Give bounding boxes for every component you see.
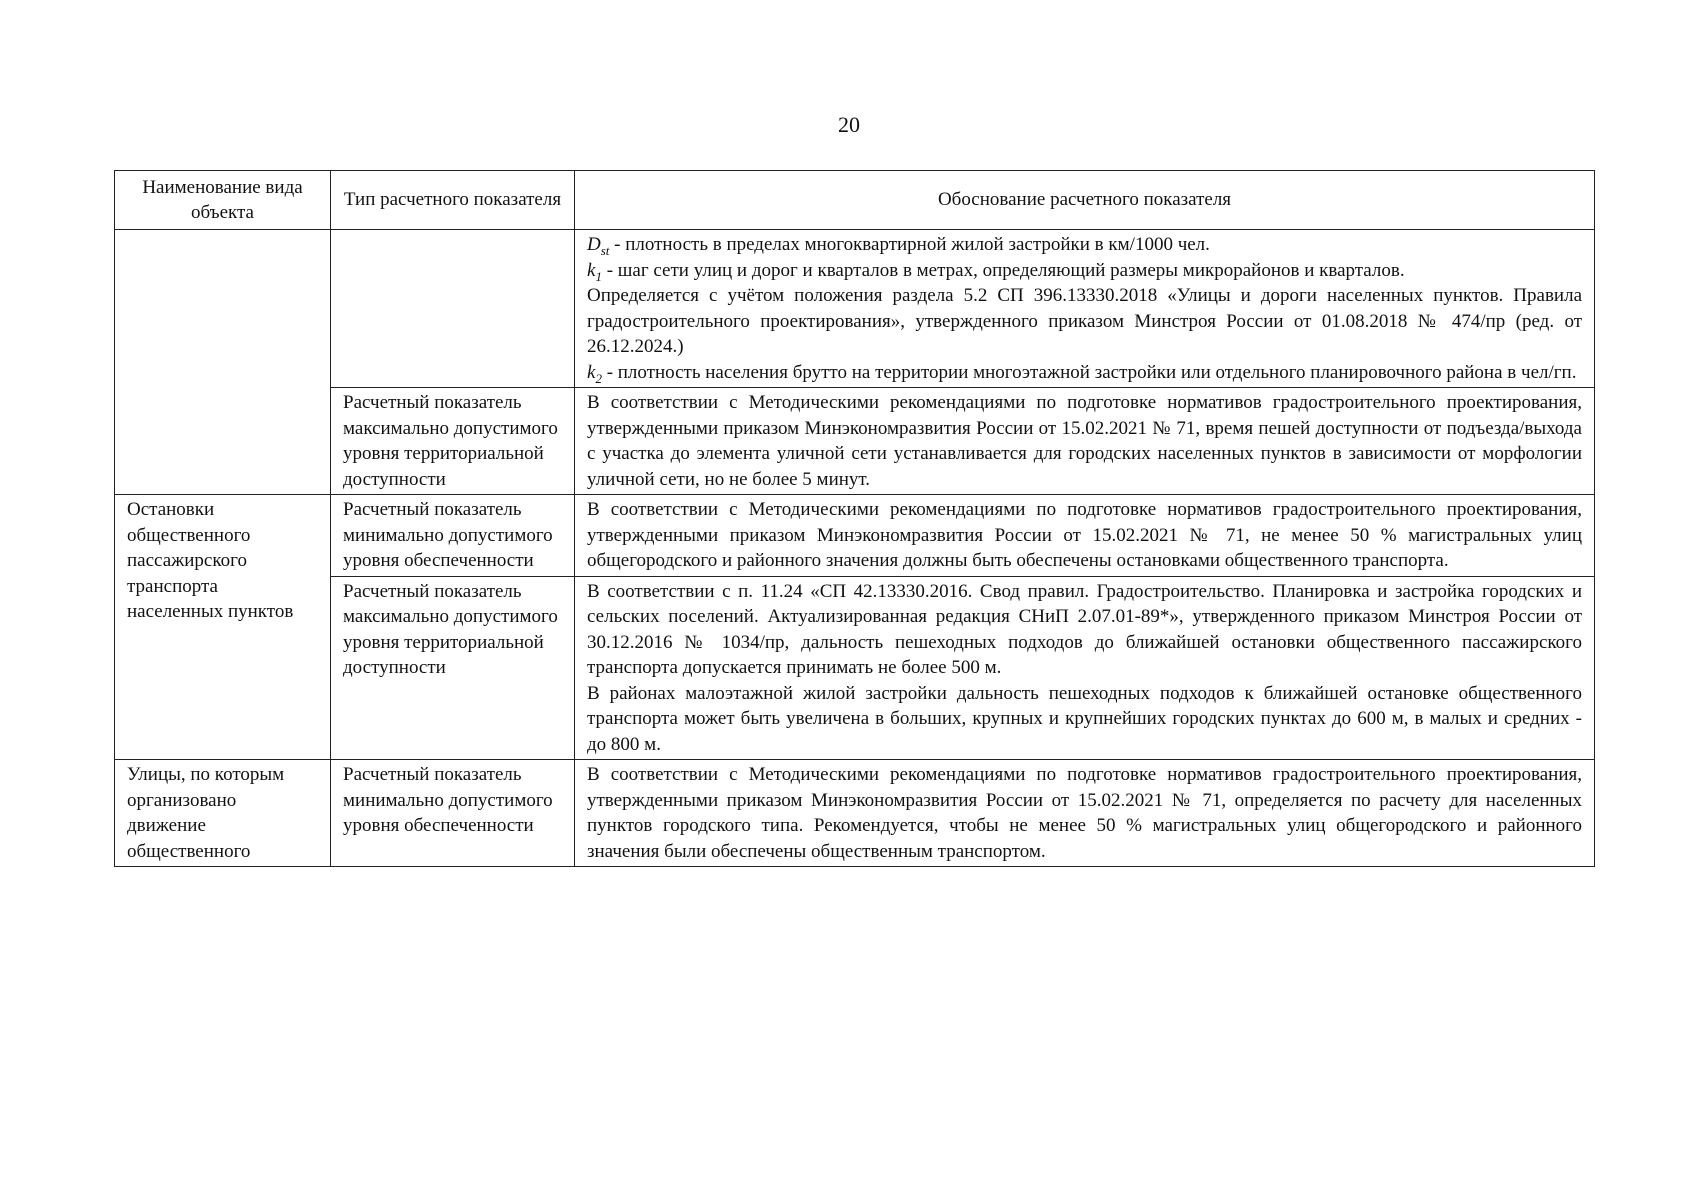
k1-symbol: k: [587, 259, 596, 281]
justification-cell: [575, 388, 1595, 495]
category-cell-empty: [115, 230, 331, 495]
k2-symbol: k: [587, 361, 596, 383]
header-justification: Обоснование расчетного показателя: [575, 171, 1595, 230]
table-row: [115, 760, 1595, 867]
k1-subscript: 1: [595, 268, 602, 284]
justification-cell: [575, 495, 1595, 577]
justification-text-2: В районах малоэтажной жилой застройки дальность пешеходных подходов к ближайшей остановке общественного транспорта может быть увеличена в больших, крупных и крупнейших городских пунктах до 600 м, в малых и средних - до 800 м.: [587, 682, 1582, 755]
k1-text: - шаг сети улиц и дорог и кварталов в метрах, определяющий размеры микрорайонов и кварталов.: [601, 259, 1405, 281]
category-cell: Остановки общественного пассажирского транспорта населенных пунктов: [115, 495, 331, 760]
k1-definition: [587, 258, 1582, 284]
indicator-cell: Расчетный показатель минимально допустимого уровня обеспеченности: [331, 495, 575, 577]
dst-text: - плотность в пределах многоквартирной жилой застройки в км/1000 чел.: [609, 234, 1210, 255]
justification-text: В соответствии с п. 11.24 «СП 42.13330.2016. Свод правил. Градостроительство. Планировка и застройка городских и сельских поселений. Актуализированная редакция СНиП 2.07.01-89*», утвержденного приказом Минстроя России от 30.12.2016 № 1034/пр, дальность пешеходных подходов до ближайшей остановки общественного пассажирского транспорта допускается принимать не более 500 м.: [587, 580, 1582, 678]
justification-text: В соответствии с Методическими рекомендациями по подготовке нормативов градостроительного проектирования, утвержденными приказом Минэкономразвития России от 15.02.2021 № 71, не менее 50 % магистральных улиц общегородского и районного значения должны быть обеспечены остановками общественного транспорта.: [587, 499, 1582, 571]
dst-definition: [587, 232, 1582, 258]
justification-cell: [575, 576, 1595, 760]
category-cell: Улицы, по которым организовано движение общественного: [115, 760, 331, 867]
indicator-cell: Расчетный показатель максимально допустимого уровня территориальной доступности: [331, 388, 575, 495]
k2-definition: [587, 360, 1582, 386]
norms-table: [114, 170, 1595, 867]
indicator-cell-empty: [331, 230, 575, 388]
justification-cell: [575, 760, 1595, 867]
table-row: [115, 576, 1595, 760]
page-number: 20: [838, 112, 860, 137]
justification-text: В соответствии с Методическими рекомендациями по подготовке нормативов градостроительного проектирования, утвержденными приказом Минэкономразвития России от 15.02.2021 № 71, время пешей доступности от подъезда/выхода с участка до элемента уличной сети устанавливается для городских населенных пунктов в зависимости от морфологии уличной сети, но не более 5 минут.: [587, 392, 1582, 490]
table-row: [115, 495, 1595, 577]
header-indicator-type: Тип расчетного показателя: [331, 171, 575, 230]
k1-note: Определяется с учётом положения раздела 5.2 СП 396.13330.2018 «Улицы и дороги населенных пунктов. Правила градостроительного проектирования», утвержденного приказом Минстроя России от 01.08.2018 № 474/пр (ред. от 26.12.2024.): [587, 285, 1582, 357]
table-row: [115, 388, 1595, 495]
k2-text: - плотность населения брутто на территории многоэтажной застройки или отдельного планировочного района в чел/гп.: [601, 361, 1577, 383]
k2-subscript: 2: [595, 370, 602, 386]
dst-subscript: st: [600, 242, 610, 258]
indicator-cell: Расчетный показатель минимально допустимого уровня обеспеченности: [331, 760, 575, 867]
dst-symbol: D: [587, 234, 601, 255]
table-row: [115, 230, 1595, 388]
justification-text: В соответствии с Методическими рекомендациями по подготовке нормативов градостроительного проектирования, утвержденными приказом Минэкономразвития России от 15.02.2021 № 71, определяется по расчету для населенных пунктов городского типа. Рекомендуется, чтобы не менее 50 % магистральных улиц общегородского и районного значения были обеспечены общественным транспортом.: [587, 764, 1582, 862]
indicator-cell: Расчетный показатель максимально допустимого уровня территориальной доступности: [331, 576, 575, 760]
table-header-row: [115, 171, 1595, 230]
header-object-type: Наименование вида объекта: [115, 171, 331, 230]
formula-definitions-cell: [575, 230, 1595, 388]
